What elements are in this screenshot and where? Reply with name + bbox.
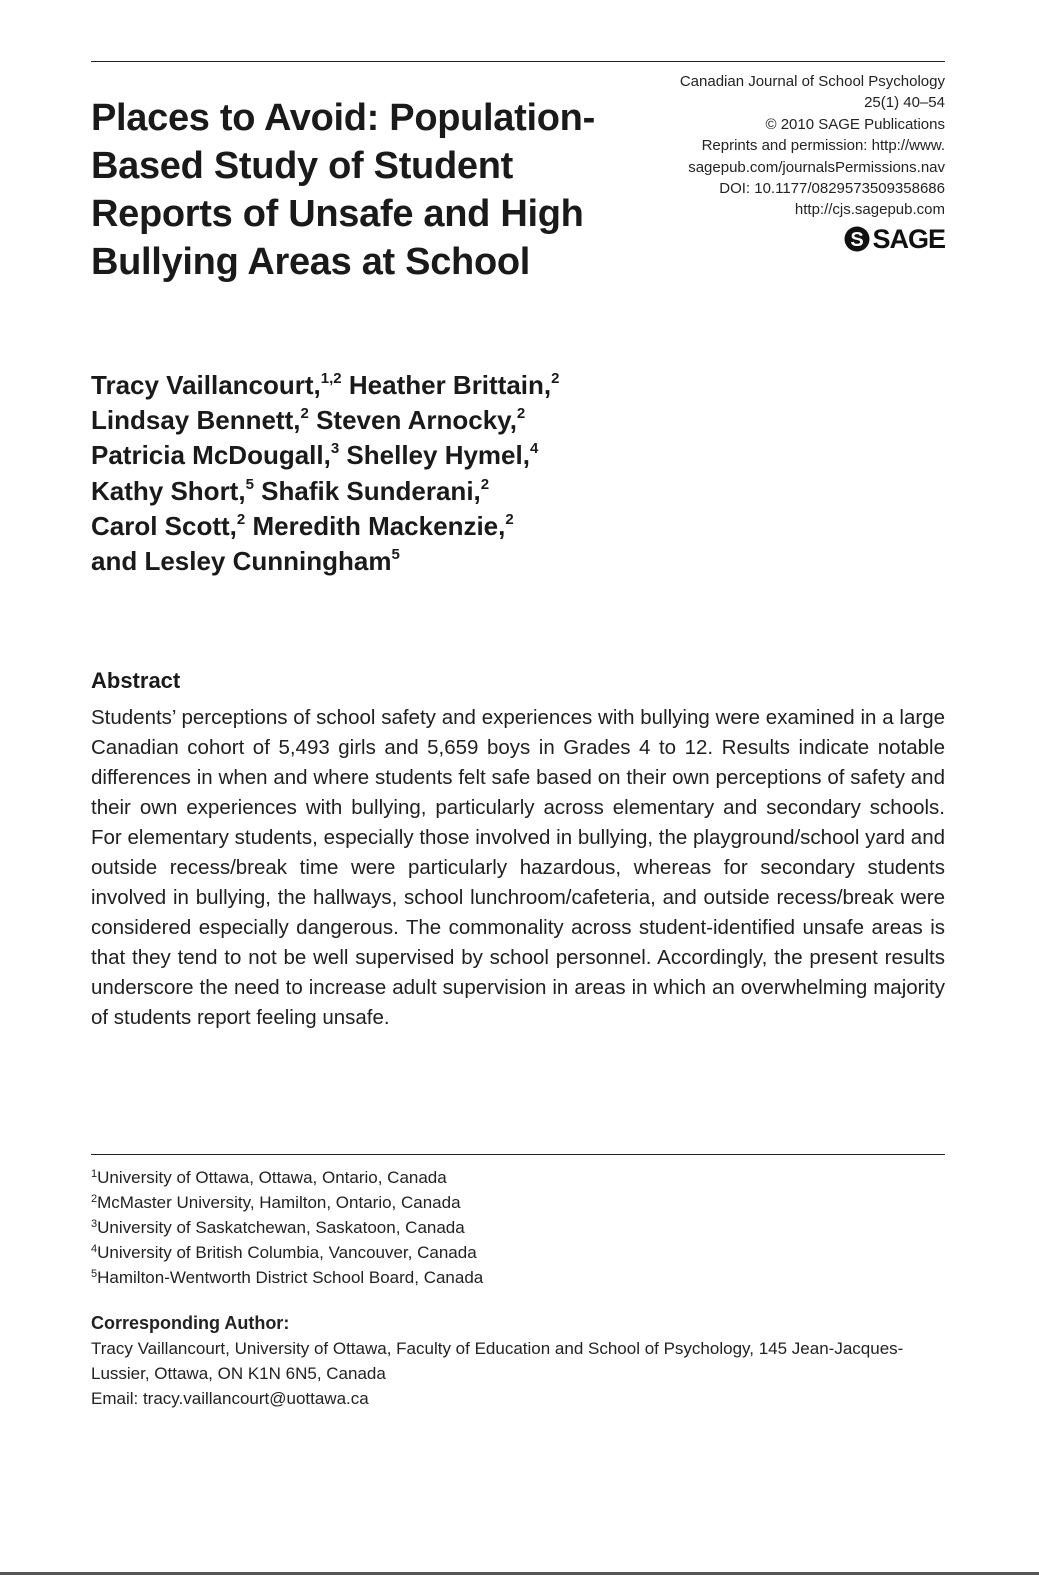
abstract-text: Students’ perceptions of school safety and experiences with bullying were examined in a large Canadian cohort of 5,493 girls and 5,659 boys in Grades 4 to 12. Results indicate notable differences in when and where students felt safe based on their own perceptions of safety and their own experiences with bullying, particularly across elementary and secondary schools. For elementary students, especially those involved in bullying, the playground/school yard and outside recess/break time were particularly hazardous, whereas for secondary students involved in bullying, the hallways, school lunchroom/cafeteria, and outside recess/break were considered especially dangerous. The commonality across student-identified unsafe areas is that they tend to not be well supervised by school personnel. Accordingly, the present results underscore the need to increase adult supervision in areas in which an overwhelming majority of students report feeling unsafe. <box>91 706 945 1029</box>
affiliation-item <box>91 1215 483 1240</box>
author-affiliation-marker: 2 <box>300 405 309 423</box>
sage-circle-icon <box>844 226 870 252</box>
affiliation-item <box>91 1265 483 1290</box>
author-affiliation-marker: 4 <box>529 440 539 458</box>
affiliation-text: McMaster University, Hamilton, Ontario, Canada <box>97 1193 461 1212</box>
author-name: Kathy Short, <box>91 475 246 506</box>
doi: DOI: 10.1177/0829573509358686 <box>719 180 945 198</box>
author-name: Tracy Vaillancourt, <box>91 370 321 400</box>
author-affiliation-marker: 2 <box>551 370 560 387</box>
author-name: Shelley Hymel, <box>346 440 530 471</box>
author-affiliation-marker: 2 <box>505 510 514 528</box>
abstract-heading: Abstract <box>91 668 181 693</box>
affiliation-text: Hamilton-Wentworth District School Board, Canada <box>97 1268 484 1287</box>
journal-name: Canadian Journal of School Psychology <box>679 73 945 90</box>
corresponding-address-line: Lussier, Ottawa, ON K1N 6N5, Canada <box>91 1364 386 1383</box>
affiliation-text: University of Ottawa, Ottawa, Ontario, Canada <box>97 1168 447 1187</box>
author-affiliation-marker: 1,2 <box>320 370 342 387</box>
journal-info <box>680 71 945 221</box>
author-affiliation-marker: 5 <box>391 546 400 564</box>
author-name: Lindsay Bennett, <box>91 405 301 436</box>
author-line <box>91 368 559 403</box>
title-line: Bullying Areas at School <box>91 241 531 283</box>
author-affiliation-marker: 2 <box>236 510 246 528</box>
sage-logo <box>844 224 945 254</box>
author-name: Shafik Sunderani, <box>261 475 481 506</box>
affiliation-number: 4 <box>91 1243 98 1255</box>
author-name: Meredith Mackenzie, <box>252 510 506 541</box>
corresponding-email[interactable]: Email: tracy.vaillancourt@uottawa.ca <box>91 1389 369 1408</box>
author-line <box>91 544 559 579</box>
header-rule <box>91 61 945 62</box>
author-name: Heather Brittain, <box>348 370 552 400</box>
affiliation-number: 5 <box>91 1268 98 1280</box>
affiliation-text: University of British Columbia, Vancouver, Canada <box>97 1243 477 1262</box>
sage-logo-text: SAGE <box>872 224 945 254</box>
title-line: Reports of Unsafe and High <box>91 193 584 235</box>
author-name: Patricia McDougall, <box>91 440 331 471</box>
affiliation-list <box>91 1165 483 1290</box>
author-affiliation-marker: 5 <box>245 475 254 493</box>
corresponding-author <box>91 1311 951 1411</box>
affiliation-number: 3 <box>91 1218 98 1230</box>
author-affiliation-marker: 2 <box>516 405 526 423</box>
author-list <box>91 368 559 579</box>
reprints-link[interactable]: sagepub.com/journalsPermissions.nav <box>688 158 945 176</box>
author-affiliation-marker: 3 <box>330 440 340 458</box>
affiliation-item <box>91 1165 483 1190</box>
title-line: Based Study of Student <box>91 145 513 187</box>
affiliation-number: 1 <box>91 1168 98 1180</box>
corresponding-address-line: Tracy Vaillancourt, University of Ottawa, Faculty of Education and School of Psychology, 145 Jean-Jacques- <box>91 1339 904 1358</box>
article-title <box>91 94 651 286</box>
footnote-rule <box>91 1154 945 1155</box>
corresponding-author-label: Corresponding Author: <box>91 1313 290 1333</box>
affiliation-item <box>91 1190 483 1215</box>
author-affiliation-marker: 2 <box>480 475 490 493</box>
journal-volume: 25(1) 40–54 <box>864 94 945 112</box>
author-name: and Lesley Cunningham <box>91 546 392 577</box>
journal-url[interactable]: http://cjs.sagepub.com <box>794 201 945 219</box>
svg-text:S: S <box>850 229 865 251</box>
author-line <box>91 438 559 473</box>
affiliation-text: University of Saskatchewan, Saskatoon, Canada <box>97 1218 465 1237</box>
reprints-line: Reprints and permission: http://www. <box>701 137 945 155</box>
title-line: Places to Avoid: Population- <box>91 97 595 139</box>
author-line <box>91 474 559 509</box>
affiliation-item <box>91 1240 483 1265</box>
journal-copyright: © 2010 SAGE Publications <box>765 115 945 133</box>
author-name: Steven Arnocky, <box>316 405 517 436</box>
author-line <box>91 509 559 544</box>
author-line <box>91 403 559 438</box>
affiliation-number: 2 <box>91 1193 98 1205</box>
author-name: Carol Scott, <box>91 510 237 541</box>
